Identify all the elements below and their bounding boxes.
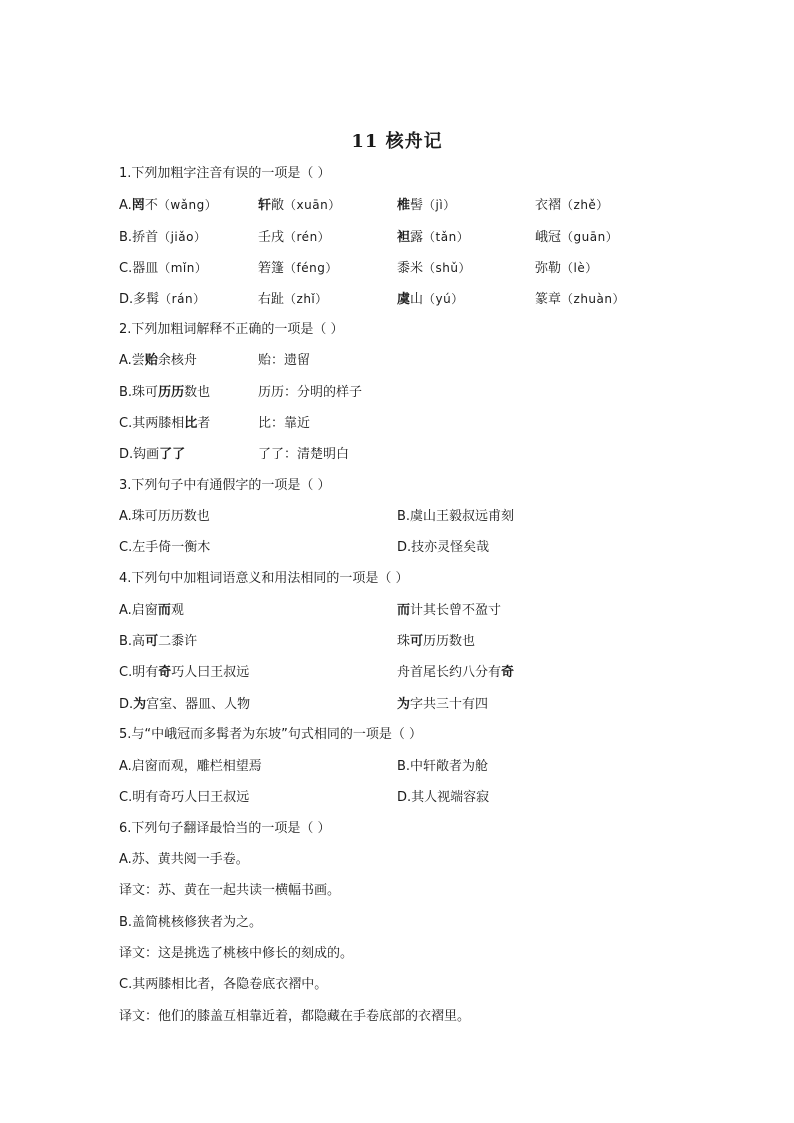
question-4-option-right: [397, 696, 488, 714]
option-word: 山: [410, 292, 424, 307]
question-4-option-right: [397, 664, 514, 682]
question-1-option-item: [397, 196, 456, 215]
question-1-option-item: [535, 290, 625, 309]
question-1-option-item: [535, 196, 609, 215]
question-5-option-b: B.中轩敞者为舱: [397, 759, 489, 774]
pinyin-annotation: （zhě）: [561, 198, 609, 212]
question-4-option-left: [119, 696, 250, 714]
question-1-option-item: [535, 259, 598, 278]
option-word: 髻: [410, 198, 424, 213]
question-4-option-right: [397, 633, 475, 651]
option-word: 挢首: [132, 230, 159, 245]
question-1-option-item: [119, 290, 206, 309]
sentence-prefix: B.珠可: [119, 385, 159, 400]
bold-character: 袒: [397, 230, 411, 245]
pinyin-annotation: （rán）: [159, 292, 206, 306]
pinyin-annotation: （féng）: [284, 261, 338, 275]
option-word: 器皿: [132, 261, 159, 276]
question-6-line: 译文：他们的膝盖互相靠近着，都隐藏在手卷底部的衣褶里。: [119, 1009, 471, 1024]
question-5-option-c: C.明有奇巧人曰王叔远: [119, 790, 250, 805]
pinyin-annotation: （jiǎo）: [158, 230, 207, 244]
question-1-option-item: [258, 196, 341, 215]
question-6-line: A.苏、黄共阅一手卷。: [119, 852, 249, 867]
bold-word: 可: [410, 634, 424, 649]
question-4-option-left: [119, 664, 249, 682]
bold-character: 虞: [397, 292, 411, 307]
sentence-suffix: 历历数也: [423, 634, 476, 649]
pinyin-annotation: （xuān）: [284, 198, 341, 212]
question-2-option-definition: 比：靠近: [258, 416, 311, 431]
sentence-suffix: 巧人曰王叔远: [171, 665, 250, 680]
question-1-stem: 1.下列加粗字注音有误的一项是（ ）: [119, 166, 331, 181]
question-3-option-a: A.珠可历历数也: [119, 509, 210, 524]
option-word: 篆章: [535, 292, 562, 307]
question-1-option-item: [535, 228, 618, 247]
sentence-suffix: 观: [170, 603, 184, 618]
sentence-prefix: A.启窗: [119, 603, 158, 618]
option-word: 箬篷: [258, 261, 285, 276]
question-1-option-item: [258, 259, 338, 278]
bold-word: 比: [184, 416, 198, 431]
option-prefix: D.: [119, 292, 134, 307]
option-prefix: A.: [119, 198, 132, 213]
bold-word: 为: [133, 697, 147, 712]
option-word: 多髯: [133, 292, 160, 307]
sentence-prefix: C.其两膝相: [119, 416, 185, 431]
option-word: 不: [144, 198, 158, 213]
pinyin-annotation: （shǔ）: [423, 261, 471, 275]
question-5-option-a: A.启窗而观，雕栏相望焉: [119, 759, 262, 774]
option-word: 右趾: [258, 292, 285, 307]
question-2-option-sentence: [119, 352, 197, 370]
question-4-option-left: [119, 602, 184, 620]
option-word: 峨冠: [535, 230, 562, 245]
question-3-option-b: B.虞山王毅叔远甫刻: [397, 509, 515, 524]
bold-word: 奇: [158, 665, 172, 680]
sentence-prefix: 舟首尾长约八分有: [397, 665, 502, 680]
sentence-suffix: 计其长曾不盈寸: [410, 603, 502, 618]
bold-word: 了了: [159, 447, 186, 462]
pinyin-annotation: （wǎng）: [157, 198, 218, 212]
pinyin-annotation: （lè）: [561, 261, 598, 275]
question-1-option-item: [119, 228, 206, 247]
bold-word: 而: [397, 603, 411, 618]
question-2-stem: 2.下列加粗词解释不正确的一项是（ ）: [119, 322, 344, 337]
pinyin-annotation: （zhuàn）: [561, 292, 625, 306]
question-2-option-sentence: [119, 384, 210, 402]
question-2-option-definition: 历历：分明的样子: [258, 385, 363, 400]
option-word: 弥勒: [535, 261, 562, 276]
question-1-option-item: [397, 259, 471, 278]
question-6-line: 译文：苏、黄在一起共读一横幅书画。: [119, 883, 341, 898]
option-word: 敞: [271, 198, 285, 213]
option-word: 壬戌: [258, 230, 285, 245]
question-6-stem: 6.下列句子翻译最恰当的一项是（ ）: [119, 821, 331, 836]
option-prefix: C.: [119, 261, 133, 276]
bold-word: 而: [157, 603, 171, 618]
question-1-option-item: [258, 228, 330, 247]
sentence-suffix: 余核舟: [157, 353, 197, 368]
sentence-prefix: B.高: [119, 634, 146, 649]
bold-character: 轩: [258, 198, 272, 213]
sentence-prefix: C.明有: [119, 665, 159, 680]
sentence-prefix: 珠: [397, 634, 411, 649]
option-word: 黍米: [397, 261, 424, 276]
option-word: 衣褶: [535, 198, 562, 213]
question-2-option-definition: 贻：遗留: [258, 353, 311, 368]
question-3-stem: 3.下列句子中有通假字的一项是（ ）: [119, 478, 331, 493]
pinyin-annotation: （yú）: [423, 292, 464, 306]
bold-character: 罔: [131, 198, 145, 213]
bold-word: 奇: [501, 665, 515, 680]
bold-word: 历历: [158, 385, 185, 400]
sentence-suffix: 字共三十有四: [410, 697, 489, 712]
pinyin-annotation: （rén）: [284, 230, 331, 244]
bold-character: 椎: [397, 198, 411, 213]
page-title: 11 核舟记: [351, 131, 443, 152]
question-4-option-left: [119, 633, 197, 651]
question-5-stem: 5.与“中峨冠而多髯者为东坡”句式相同的一项是（ ）: [119, 727, 423, 742]
question-2-option-sentence: [119, 446, 185, 464]
sentence-suffix: 二黍许: [158, 634, 198, 649]
bold-word: 贻: [144, 353, 158, 368]
question-4-stem: 4.下列句中加粗词语意义和用法相同的一项是（ ）: [119, 571, 409, 586]
question-6-line: C.其两膝相比者，各隐卷底衣褶中。: [119, 977, 328, 992]
bold-word: 为: [397, 697, 411, 712]
question-1-option-item: [119, 196, 217, 215]
question-6-line: 译文：这是挑选了桃核中修长的刻成的。: [119, 946, 354, 961]
question-3-option-d: D.技亦灵怪矣哉: [397, 540, 490, 555]
question-1-option-item: [119, 259, 207, 278]
sentence-prefix: D.: [119, 697, 134, 712]
pinyin-annotation: （jì）: [423, 198, 456, 212]
sentence-suffix: 数也: [184, 385, 211, 400]
pinyin-annotation: （tǎn）: [423, 230, 470, 244]
question-1-option-item: [397, 228, 469, 247]
option-word: 露: [410, 230, 424, 245]
question-1-option-item: [397, 290, 464, 309]
sentence-suffix: 宫室、器皿、人物: [146, 697, 251, 712]
sentence-suffix: 者: [197, 416, 211, 431]
bold-word: 可: [145, 634, 159, 649]
sentence-prefix: D.钩画: [119, 447, 160, 462]
pinyin-annotation: （mǐn）: [158, 261, 208, 275]
question-6-line: B.盖简桃核修狭者为之。: [119, 915, 263, 930]
sentence-prefix: A.尝: [119, 353, 145, 368]
question-2-option-sentence: [119, 415, 210, 433]
option-prefix: B.: [119, 230, 133, 245]
question-2-option-definition: 了了：清楚明白: [258, 447, 350, 462]
pinyin-annotation: （zhǐ）: [284, 292, 328, 306]
pinyin-annotation: （guān）: [561, 230, 619, 244]
question-1-option-item: [258, 290, 328, 309]
question-4-option-right: [397, 602, 501, 620]
question-5-option-d: D.其人视端容寂: [397, 790, 490, 805]
question-3-option-c: C.左手倚一衡木: [119, 540, 211, 555]
